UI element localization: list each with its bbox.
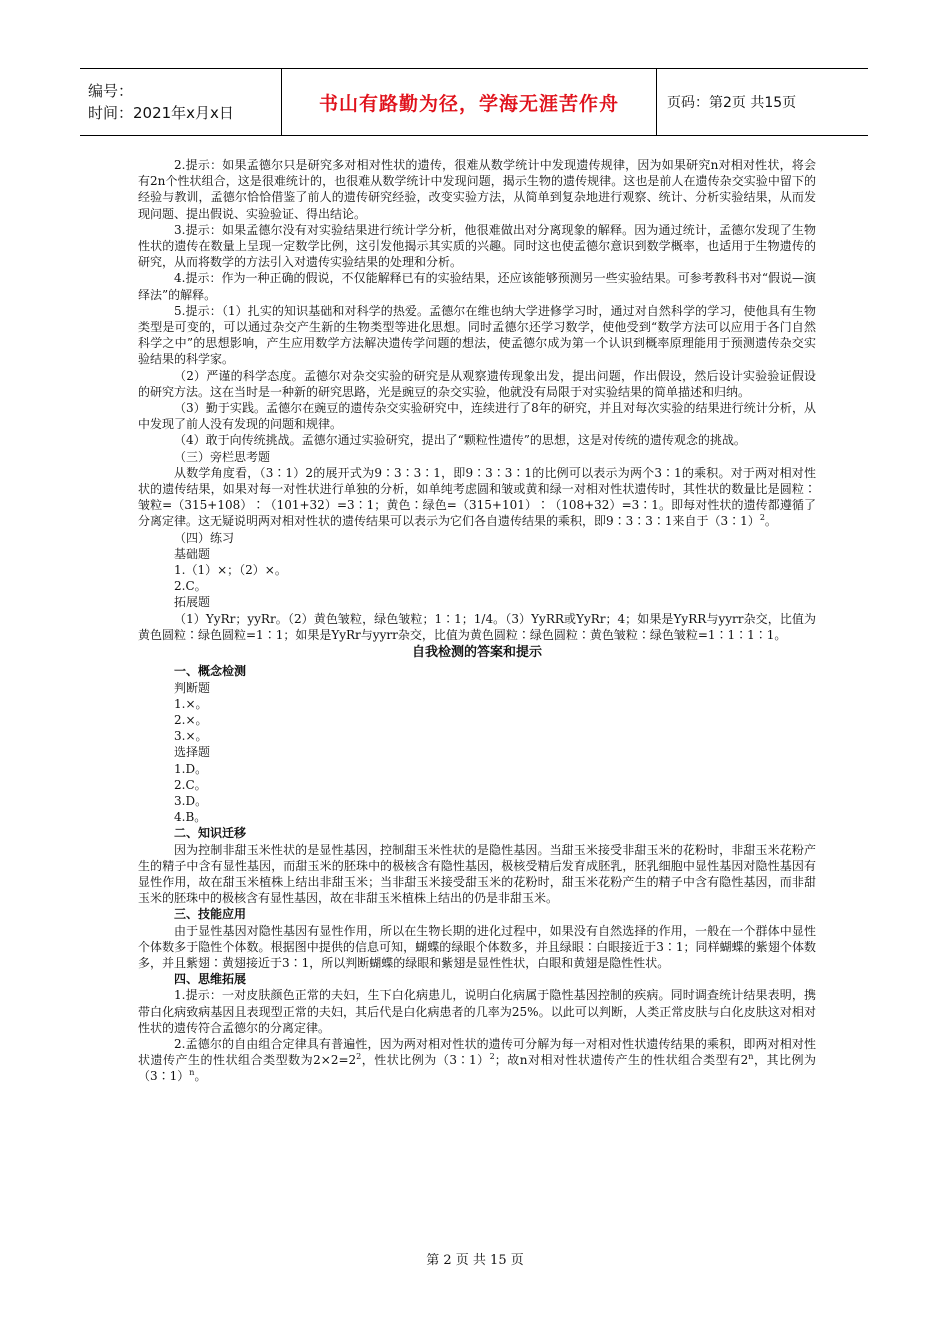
paragraph: 因为控制非甜玉米性状的是显性基因，控制甜玉米性状的是隐性基因。当甜玉米接受非甜玉米的花粉时，非甜玉米花粉产生的精子中含有显性基因，而甜玉米的胚珠中的极核含有隐性基因，极核受精后发育成胚乳，胚乳细胞中显性基因对隐性基因有显性作用，故在甜玉米植株上结出非甜玉米；当非甜玉米接受甜玉米的花粉时，甜玉米花粉产生的精子中含有隐性基因，而非甜玉米的胚珠中的极核含有显性基因，故在非甜玉米植株上结出的仍是非甜玉米。 [138, 842, 816, 906]
page-header [80, 68, 868, 136]
subheading: （三）旁栏思考题 [174, 449, 271, 464]
superscript: n [748, 1052, 754, 1062]
paragraph: 由于显性基因对隐性基因有显性作用，所以在生物长期的进化过程中，如果没有自然选择的作用，一般在一个群体中显性个体数多于隐性个体数。根据图中提供的信息可知，蝴蝶的绿眼个体数多，并且绿眼∶白眼接近于3∶1；同样蝴蝶的紫翅个体数多，并且紫翅∶黄翅接近于3∶1，所以判断蝴蝶的绿眼和紫翅是显性性状，白眼和黄翅是隐性性状。 [138, 923, 816, 970]
answer-line: 3.×。 [174, 729, 208, 744]
superscript: 2 [356, 1052, 362, 1062]
section-heading: 二、知识迁移 [174, 826, 247, 841]
header-meta [80, 69, 282, 135]
number-label: 编号： [88, 82, 134, 100]
answer-line: 1.（1）×；（2）×。 [174, 563, 287, 578]
document-body [138, 157, 816, 1085]
paragraph: 1.提示：一对皮肤颜色正常的夫妇，生下白化病患儿，说明白化病属于隐性基因控制的疾病。同时调查统计结果表明，携带白化病致病基因且表现型正常的夫妇，其后代是白化病患者的几率为25%。以此可以判断，人类正常皮肤与白化皮肤这对相对性状的遗传符合孟德尔的分离定律。 [138, 988, 816, 1035]
section-heading: 一、概念检测 [174, 664, 247, 679]
subheading: 基础题 [174, 546, 211, 561]
paragraph: （4）敢于向传统挑战。孟德尔通过实验研究，提出了“颗粒性遗传”的思想，这是对传统的遗传观念的挑战。 [174, 433, 746, 448]
answer-line: 2.×。 [174, 712, 208, 727]
paragraph [138, 1036, 816, 1085]
text-run: 。 [764, 514, 777, 529]
answer-line: 2.C。 [174, 579, 207, 594]
answer-line: 2.C。 [174, 777, 207, 792]
page-label: 页码：第2页 共15页 [667, 95, 797, 111]
header-motto-cell [282, 69, 657, 135]
header-motto: 书山有路勤为径，学海无涯苦作舟 [318, 92, 619, 115]
paragraph: 4.提示：作为一种正确的假说，不仅能解释已有的实验结果，还应该能够预测另一些实验结果。可参考教科书对“假说—演绎法”的解释。 [138, 271, 816, 302]
paragraph [138, 465, 816, 530]
subheading: 判断题 [174, 680, 211, 695]
text-run: ；故n对相对性状遗传产生的性状组合类型有2 [494, 1053, 749, 1068]
page-footer: 第 2 页 共 15 页 [426, 1253, 524, 1268]
section-title: 自我检测的答案和提示 [411, 645, 542, 661]
paragraph: （2）严谨的科学态度。孟德尔对杂交实验的研究是从观察遗传现象出发，提出问题，作出假设，然后设计实验验证假设的研究方法。这在当时是一种新的研究思路，光是豌豆的杂交实验，他就没有局限于对实验结果的简单描述和归纳。 [138, 368, 816, 399]
text-run: 。 [194, 1069, 207, 1084]
superscript: 2 [759, 513, 765, 523]
answer-line: 4.B。 [174, 810, 207, 825]
time-label: 时间：2021年x月x日 [88, 104, 234, 122]
text-run: 2.孟德尔的自由组合定律具有普遍性，因为两对相对性状的遗传可分解为每一对相对性状遗传结果的乘积，即两对相对性状遗传产生的性状组合类型数为2×2=2 [138, 1036, 816, 1068]
header-page-cell [657, 69, 868, 135]
paragraph: （3）勤于实践。孟德尔在豌豆的遗传杂交实验研究中，连续进行了8年的研究，并且对每次实验的结果进行统计分析，从中发现了前人没有发现的问题和规律。 [138, 401, 816, 432]
paragraph: 5.提示：（1）扎实的知识基础和对科学的热爱。孟德尔在维也纳大学进修学习时，通过对自然科学的学习，使他具有生物类型是可变的，可以通过杂交产生新的生物类型等进化思想。同时孟德尔还学习数学，使他受到“数学方法可以应用于各门自然科学之中”的思想影响，产生应用数学方法解决遗传学问题的想法，使孟德尔成为第一个认识到概率原理能用于预测遗传杂交实验结果的科学家。 [138, 303, 816, 367]
answer-line: 1.D。 [174, 761, 208, 776]
text-run: 从数学角度看，（3∶1）2的展开式为9∶3∶3∶1，即9∶3∶3∶1的比例可以表示为两个3∶1的乘积。对于两对相对性状的遗传结果，如果对每一对性状进行单独的分析，如单纯考虑圆和皱或黄和绿一对相对性状遗传时，其性状的数量比是圆粒∶皱粒=（315+108）∶（101+32）=3∶1；黄色∶绿色=（315+101）∶（108+32）=3∶1。即每对性状的遗传都遵循了分离定律。这无疑说明两对相对性状的遗传结果可以表示为它们各自遗传结果的乘积，即9∶3∶3∶1来自于（3∶1） [138, 465, 816, 529]
superscript: n [189, 1068, 195, 1078]
text-run: ，其比例为（3∶1） [138, 1053, 816, 1084]
answer-line: 3.D。 [174, 793, 208, 808]
answer-line: 1.×。 [174, 696, 208, 711]
section-heading: 三、技能应用 [174, 907, 247, 922]
section-heading: 四、思维拓展 [174, 972, 247, 987]
text-run: ，性状比例为（3∶1） [361, 1053, 490, 1068]
subheading: 选择题 [174, 745, 211, 760]
subheading: （四）练习 [174, 530, 235, 545]
paragraph: 3.提示：如果孟德尔没有对实验结果进行统计学分析，他很难做出对分离现象的解释。因为通过统计，孟德尔发现了生物性状的遗传在数量上呈现一定数学比例，这引发他揭示其实质的兴趣。同时这也使孟德尔意识到数学概率，也适用于生物遗传的研究，从而将数学的方法引入对遗传实验结果的处理和分析。 [138, 222, 816, 270]
subheading: 拓展题 [174, 595, 211, 610]
paragraph: 2.提示：如果孟德尔只是研究多对相对性状的遗传，很难从数学统计中发现遗传规律，因为如果研究n对相对性状，将会有2n个性状组合，这是很难统计的，也很难从数学统计中发现问题，揭示生物的遗传规律。这也是前人在遗传杂交实验中留下的经验与教训，孟德尔恰恰借鉴了前人的遗传研究经验，改变实验方法，从简单到复杂地进行观察、统计、分析实验结果，从而发现问题、提出假说、实验验证、得出结论。 [138, 158, 816, 221]
superscript: 2 [489, 1052, 495, 1062]
paragraph: （1）YyRr；yyRr。（2）黄色皱粒，绿色皱粒；1∶1；1/4。（3）YyRR或YyRr；4；如果是YyRR与yyrr杂交，比值为黄色圆粒∶绿色圆粒=1∶1；如果是YyRr与yyrr杂交，比值为黄色圆粒∶绿色圆粒∶黄色皱粒∶绿色皱粒=1∶1∶1∶1。 [138, 611, 816, 642]
